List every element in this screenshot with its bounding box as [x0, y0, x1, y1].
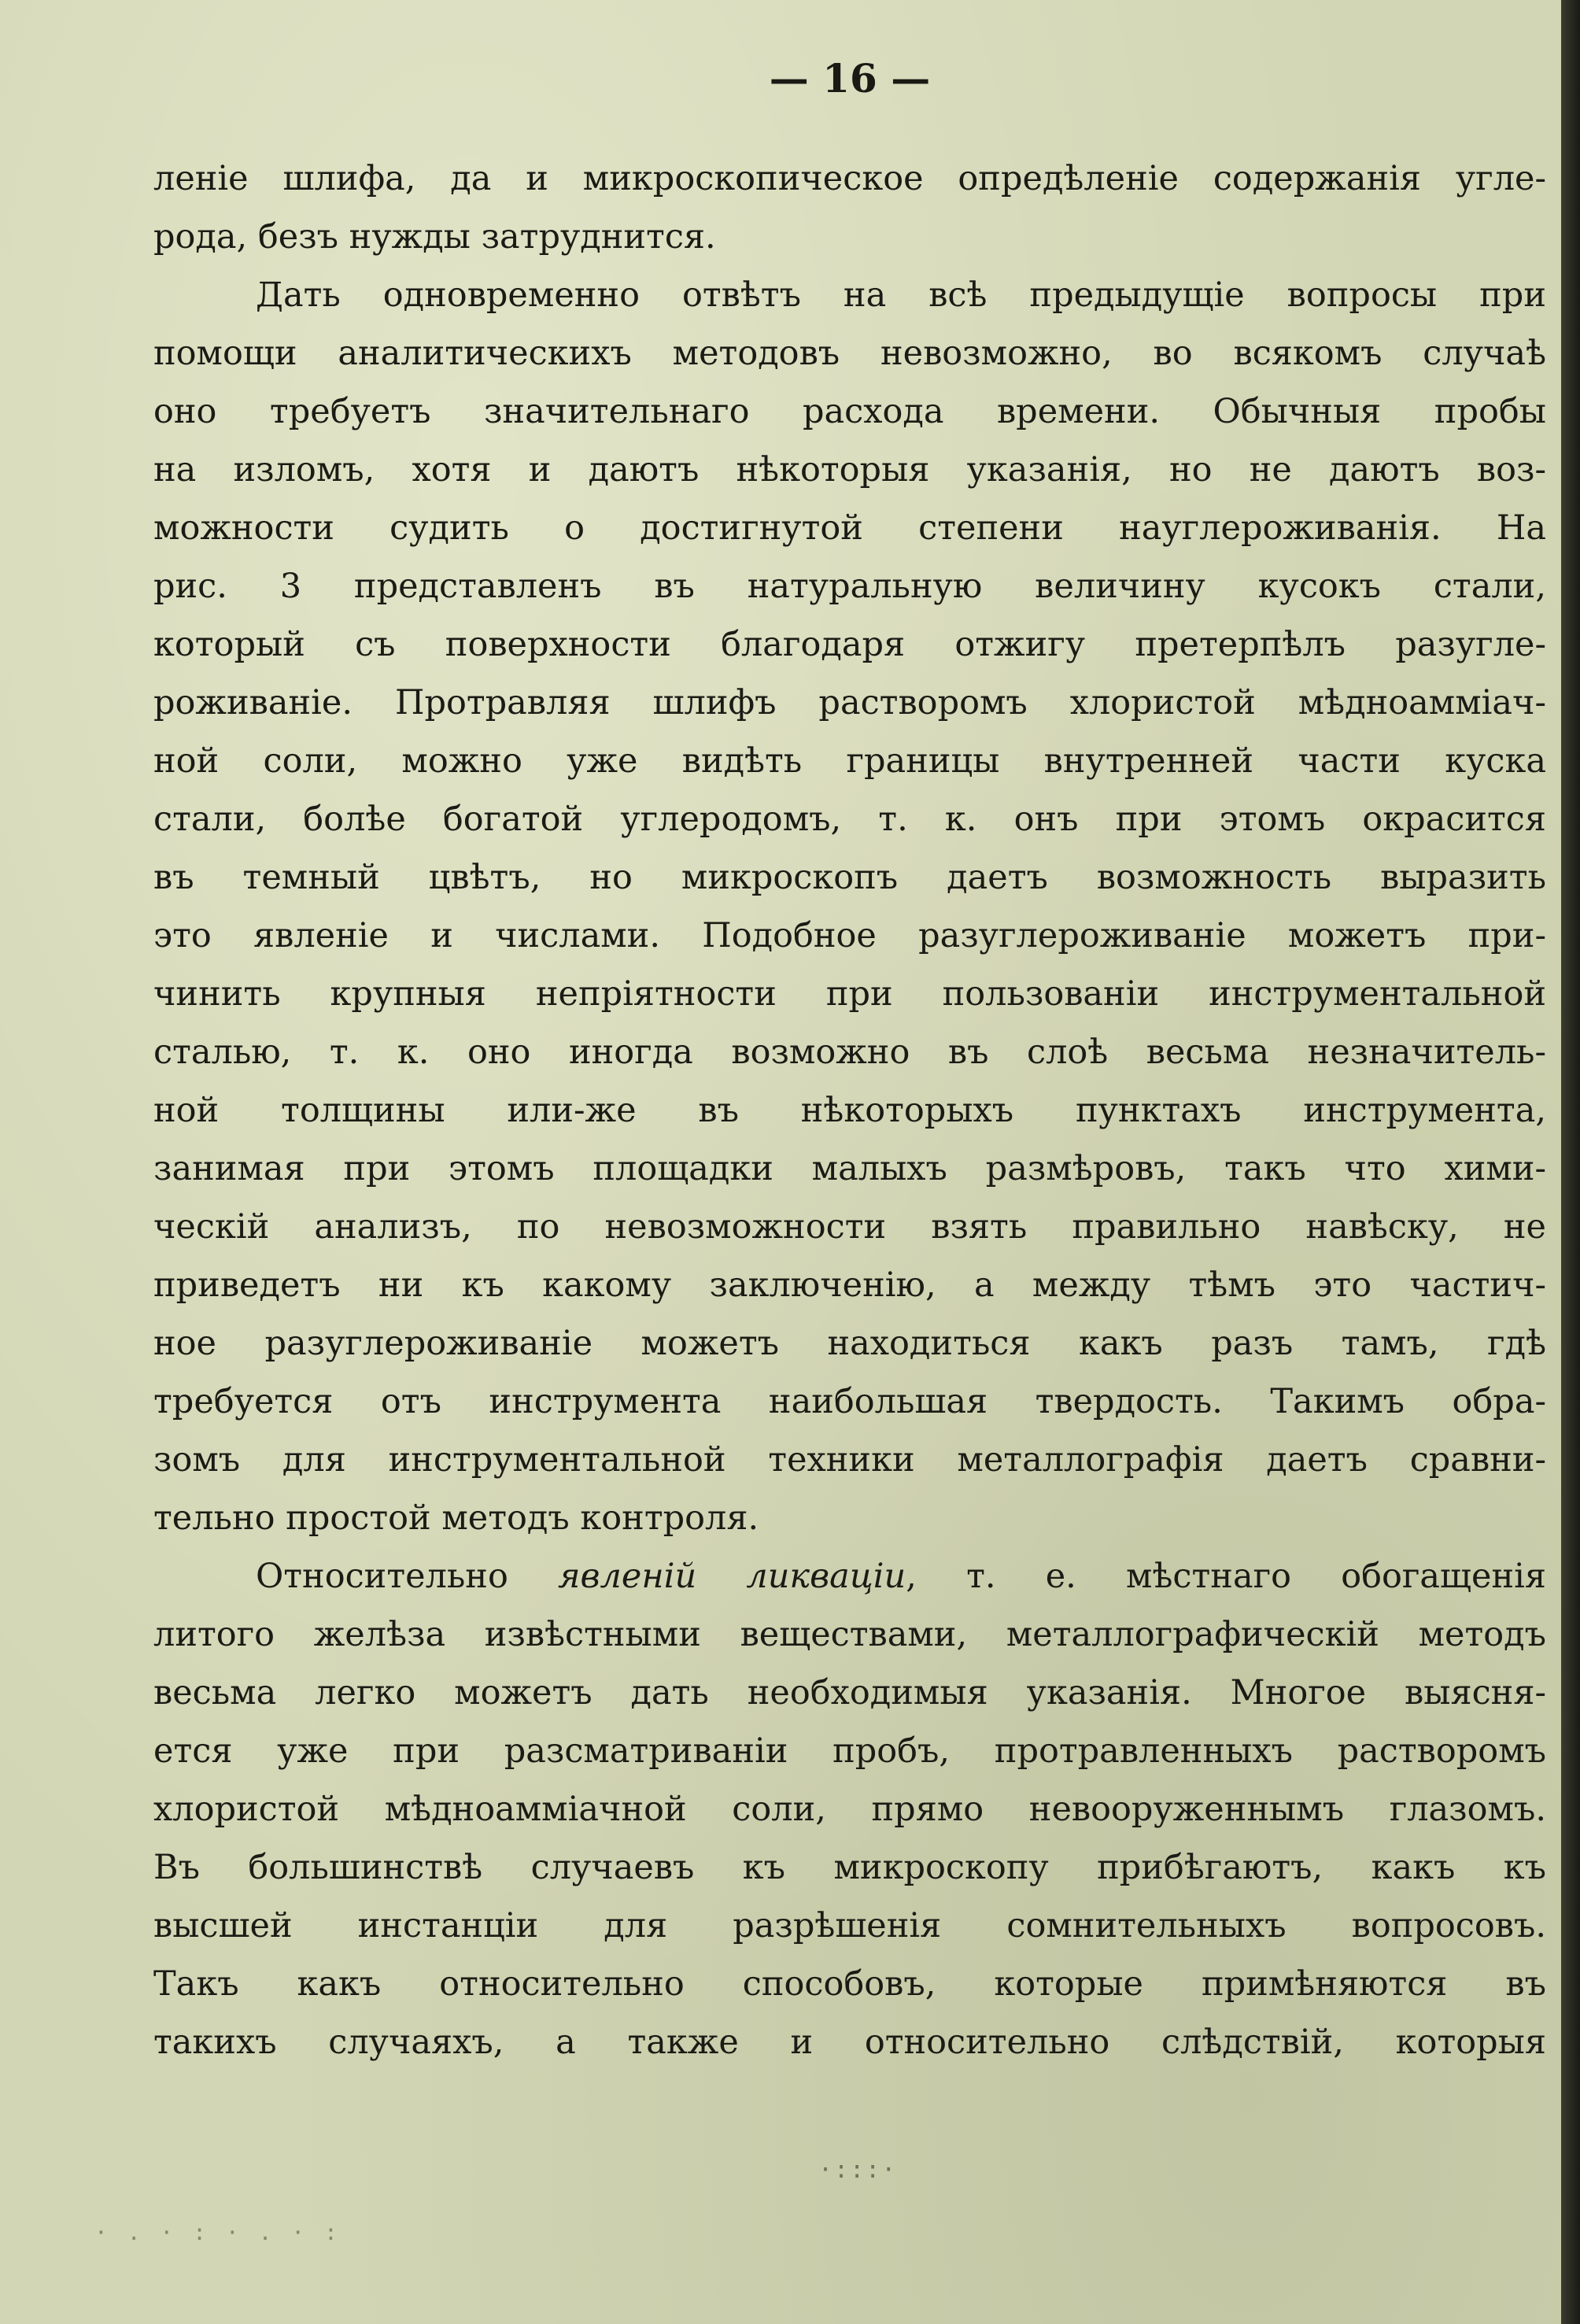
- text-line: ное разуглероживаніе можетъ находиться какъ разъ тамъ, гдѣ: [153, 1324, 1546, 1363]
- text-line: такихъ случаяхъ, а также и относительно слѣдствій, которыя: [153, 2023, 1546, 2062]
- text-line: роживаніе. Протравляя шлифъ растворомъ хлористой мѣдноамміач-: [153, 683, 1546, 722]
- italic-term: явленій ликваціи: [558, 1557, 906, 1596]
- text-line: занимая при этомъ площадки малыхъ размѣровъ, такъ что хими-: [153, 1149, 1546, 1188]
- text-line: требуется отъ инструмента наибольшая твердость. Такимъ обра-: [153, 1382, 1546, 1421]
- text-line: ной соли, можно уже видѣть границы внутренней части куска: [153, 741, 1546, 781]
- text-line: въ темный цвѣтъ, но микроскопъ даетъ возможность выразить: [153, 858, 1546, 897]
- text-line: леніе шлифа, да и микроскопическое опредѣленіе содержанія угле-: [153, 159, 1546, 198]
- library-stamp-mark: ·:::·: [818, 2156, 898, 2184]
- text-line: стали, болѣе богатой углеродомъ, т. к. онъ при этомъ окрасится: [153, 800, 1546, 839]
- text-line: высшей инстанціи для разрѣшенія сомнительныхъ вопросовъ.: [153, 1906, 1546, 1945]
- ink-smudge: · . · : · . · :: [94, 2219, 341, 2245]
- paragraph-2: [153, 266, 1546, 1547]
- text-line: тельно простой методъ контроля.: [153, 1498, 759, 1538]
- text-line: рис. 3 представленъ въ натуральную величину кусокъ стали,: [153, 567, 1546, 606]
- text-line: Дать одновременно отвѣтъ на всѣ предыдущіе вопросы при: [256, 275, 1546, 315]
- text-line: помощи аналитическихъ методовъ невозможно, во всякомъ случаѣ: [153, 334, 1546, 373]
- text-line: на изломъ, хотя и даютъ нѣкоторыя указанія, но не даютъ воз-: [153, 450, 1546, 490]
- text-line: ется уже при разсматриваніи пробъ, протравленныхъ растворомъ: [153, 1731, 1546, 1771]
- text-line: можности судить о достигнутой степени науглероживанія. На: [153, 508, 1546, 548]
- text-line: ной толщины или-же въ нѣкоторыхъ пунктахъ инструмента,: [153, 1091, 1546, 1130]
- page-number: — 16 —: [769, 55, 931, 102]
- text-line: чинить крупныя непріятности при пользованіи инструментальной: [153, 974, 1546, 1014]
- text-run: Относительно: [256, 1557, 559, 1596]
- text-line: сталью, т. к. оно иногда возможно въ слоѣ весьма незначитель-: [153, 1033, 1546, 1072]
- book-spine-edge: [1561, 0, 1580, 2324]
- text-line: Въ большинствѣ случаевъ къ микроскопу прибѣгаютъ, какъ къ: [153, 1848, 1546, 1887]
- text-line: рода, безъ нужды затруднится.: [153, 217, 716, 257]
- text-line: Такъ какъ относительно способовъ, которые примѣняются въ: [153, 1964, 1546, 2004]
- text-run: , т. е. мѣстнаго обогащенія: [906, 1557, 1546, 1596]
- text-line: который съ поверхности благодаря отжигу претерпѣлъ разугле-: [153, 625, 1546, 664]
- text-line: весьма легко можетъ дать необходимыя указанія. Многое выясня-: [153, 1673, 1546, 1713]
- paragraph-3: [153, 1547, 1546, 2071]
- text-line: оно требуетъ значительнаго расхода времени. Обычныя пробы: [153, 392, 1546, 431]
- paragraph-1: [153, 150, 1546, 266]
- text-line: [153, 1547, 1546, 1605]
- text-line: это явленіе и числами. Подобное разуглероживаніе можетъ при-: [153, 916, 1546, 955]
- text-line: ческій анализъ, по невозможности взять правильно навѣску, не: [153, 1207, 1546, 1247]
- text-line: зомъ для инструментальной техники металлографія даетъ сравни-: [153, 1440, 1546, 1480]
- text-line: литого желѣза извѣстными веществами, металлографическій методъ: [153, 1615, 1546, 1654]
- text-line: хлористой мѣдноамміачной соли, прямо невооруженнымъ глазомъ.: [153, 1790, 1546, 1829]
- text-line: приведетъ ни къ какому заключенію, а между тѣмъ это частич-: [153, 1265, 1546, 1305]
- body-text: [153, 150, 1546, 2071]
